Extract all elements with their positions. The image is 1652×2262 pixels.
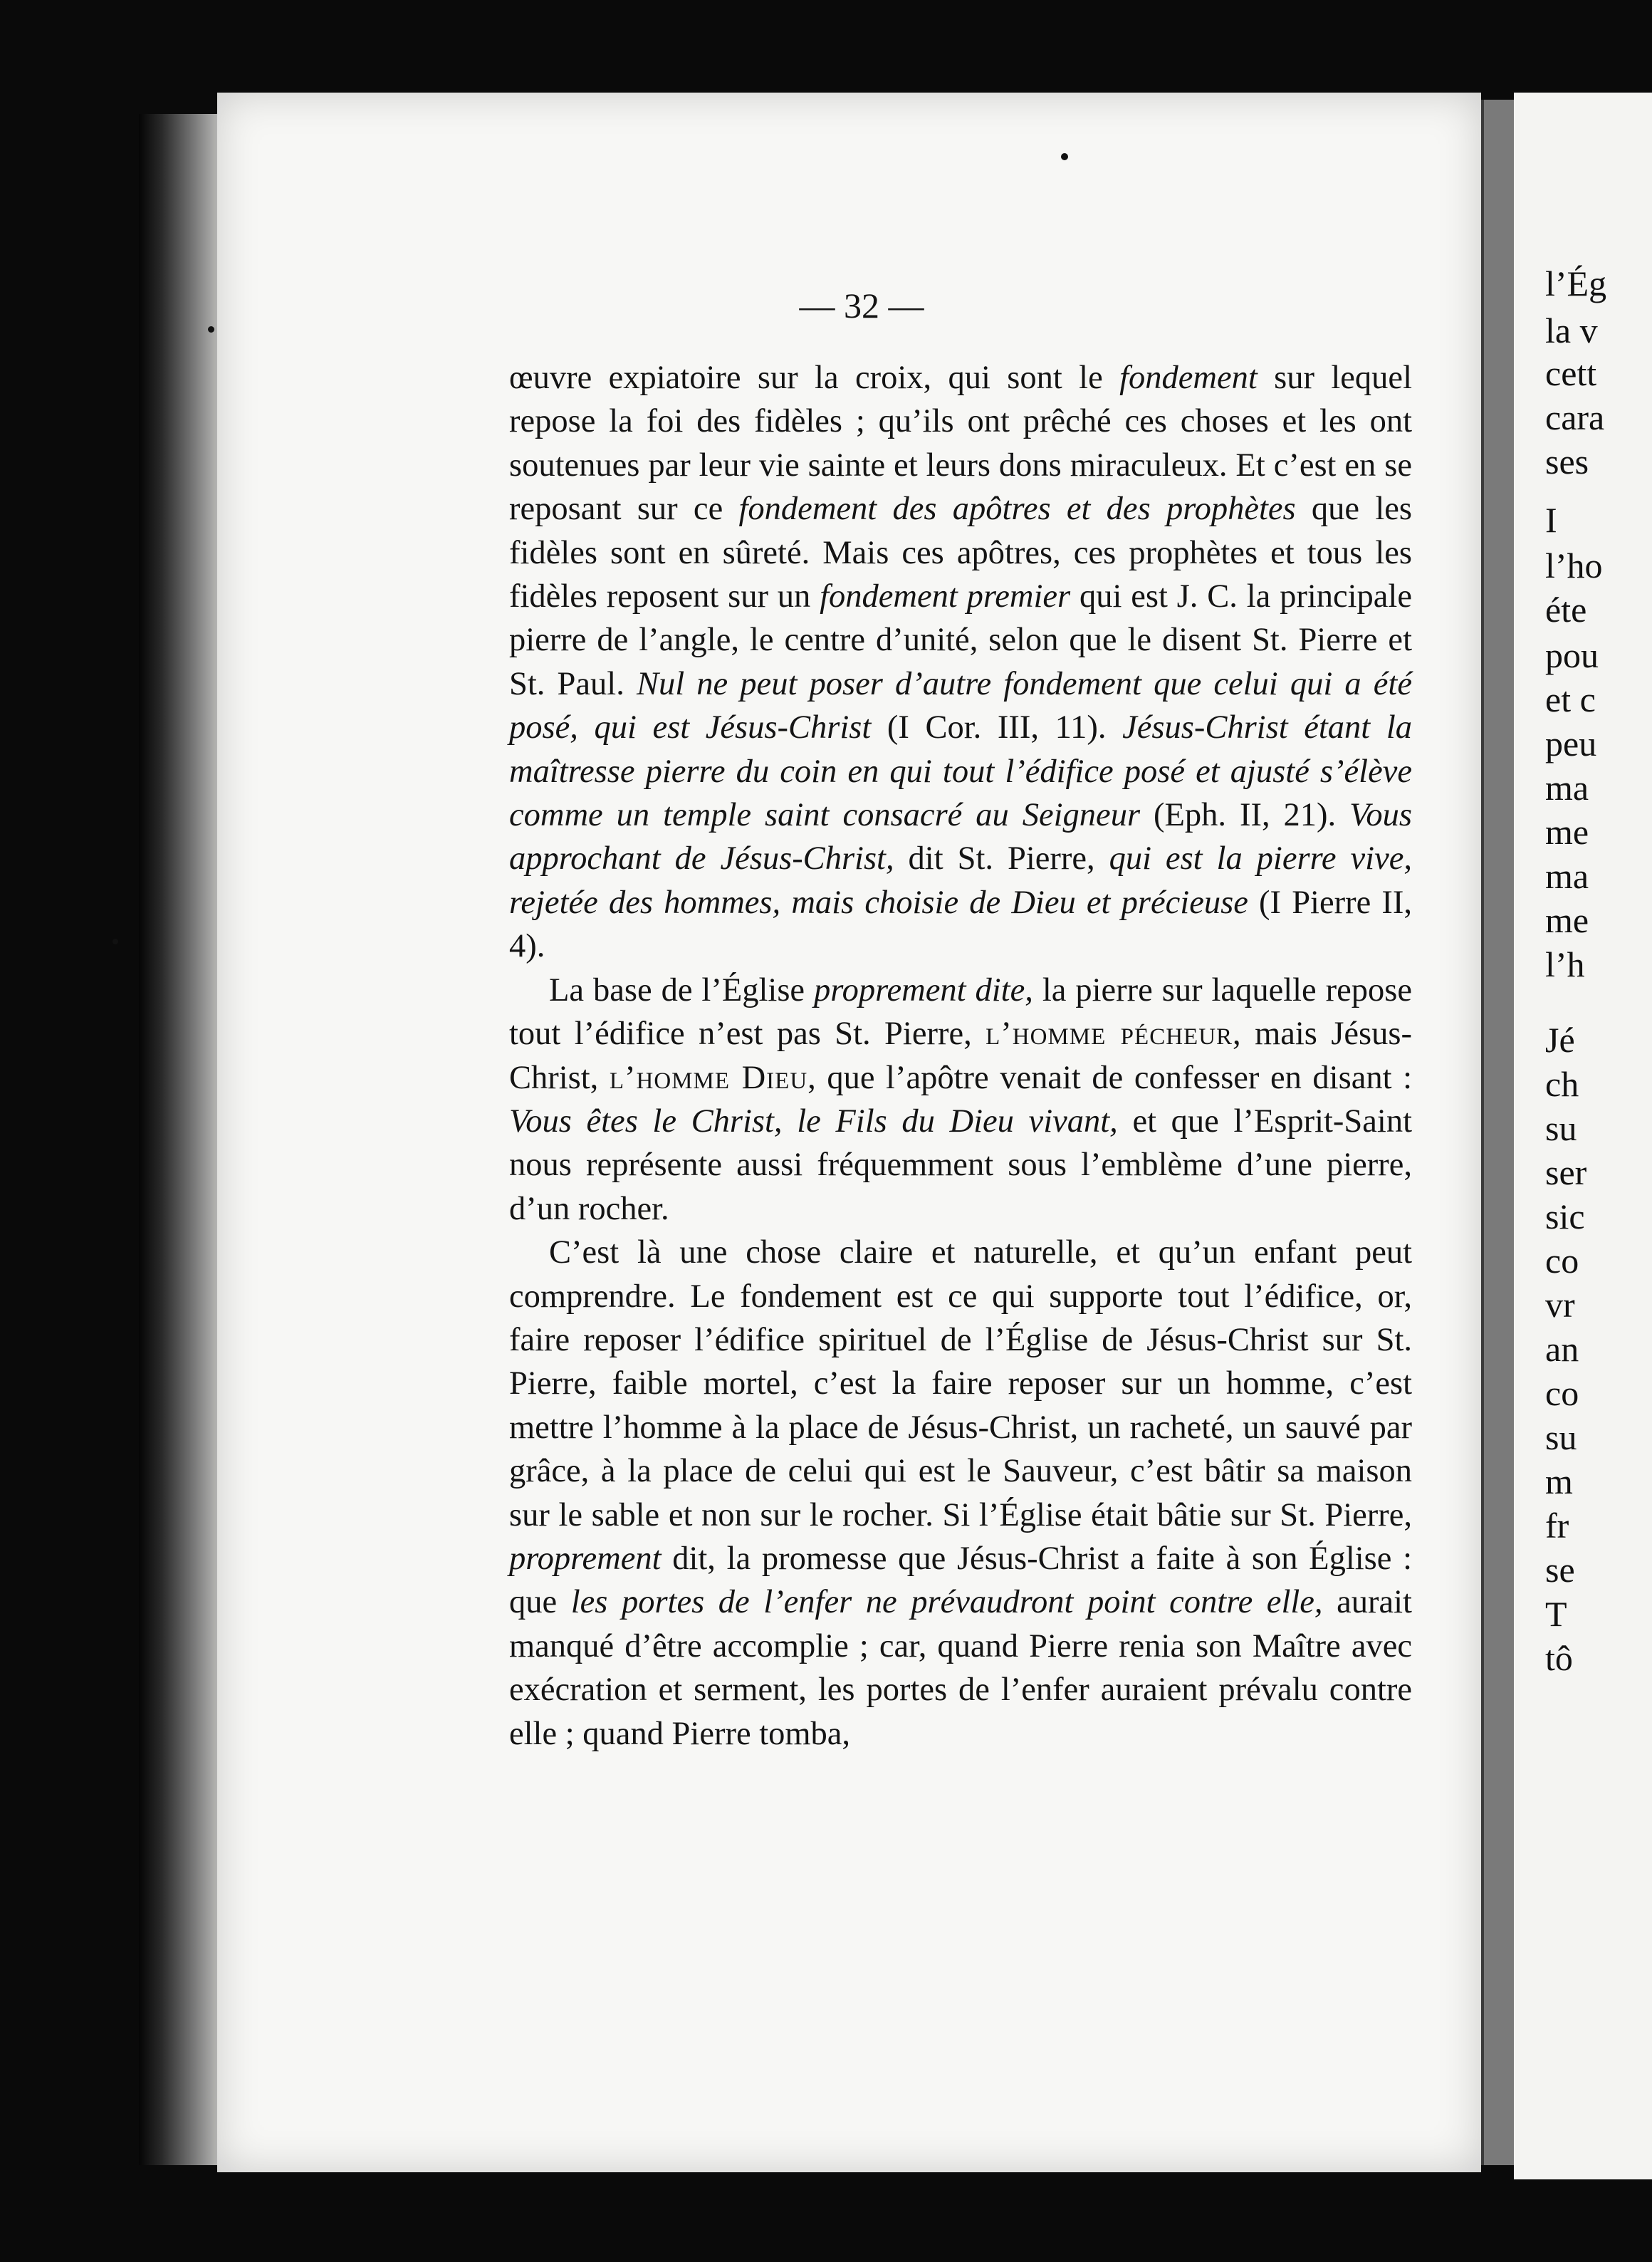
italic-text: qui est la pierre vive, rejetée des hommes, mais choisie de Dieu et précieuse — [509, 840, 1412, 921]
scan-speck — [208, 326, 214, 333]
italic-text: fondement — [1119, 360, 1258, 396]
text-run: , mais Jésus-Christ, — [509, 1016, 1412, 1096]
text-run: (I Pierre II, 4). — [509, 884, 1412, 965]
facing-page-line: ser — [1545, 1152, 1587, 1192]
small-caps-text: l’homme pécheur — [986, 1016, 1233, 1053]
facing-page-line: se — [1545, 1550, 1575, 1590]
italic-text: les portes de l’enfer ne prévaudront point contre elle, — [570, 1584, 1323, 1621]
italic-text: fondement premier — [820, 578, 1071, 615]
facing-page — [1514, 93, 1652, 2179]
page-number: — 32 — — [799, 286, 924, 325]
text-run: , que l’apôtre venait de confesser en disant : — [807, 1059, 1412, 1096]
facing-page-line: éte — [1545, 590, 1587, 630]
facing-page-line: ma — [1545, 856, 1589, 896]
facing-page-line: fr — [1545, 1506, 1569, 1546]
page-divider — [1481, 100, 1517, 2165]
facing-page-line: vr — [1545, 1285, 1575, 1325]
small-caps-text: l’homme Dieu — [609, 1059, 808, 1096]
facing-page-line: m — [1545, 1461, 1573, 1501]
facing-page-line: l’ho — [1545, 546, 1603, 585]
text-run: et que l’Esprit-Saint nous représente aussi fréquemment sous l’emblème d’une pierre, d’un rocher. — [509, 1103, 1412, 1227]
facing-page-line: an — [1545, 1329, 1579, 1369]
text-run: la pierre sur laquelle repose tout l’édifice n’est pas St. Pierre, — [509, 971, 1413, 1053]
text-run: (Eph. II, 21). — [1140, 797, 1350, 834]
facing-page-line: l’h — [1545, 944, 1585, 984]
facing-page-line: T — [1545, 1594, 1567, 1634]
italic-text: Nul ne peut poser d’autre fondement que celui qui a été posé, qui est Jésus-Christ — [509, 665, 1412, 746]
facing-page-line: cett — [1545, 353, 1597, 393]
text-run: C’est là une chose claire et naturelle, et qu’un enfant peut comprendre. Le fondement est ce qui supporte tout l’édifice, or, faire reposer l’édifice spirituel de l’Église de Jésus-Christ sur St. Pierre, faible mortel, c’est la faire reposer sur un homme, c’est mettre l’homme à la place de Jésus-Christ, un racheté, un sauvé par grâce, à la place de celui qui est le Sauveur, c’est bâtir sa maison sur le sable et non sur le rocher. Si l’Église était bâtie sur St. Pierre, — [509, 1234, 1412, 1533]
facing-page-line: su — [1545, 1108, 1577, 1148]
text-run: œuvre expiatoire sur la croix, qui sont le — [509, 360, 1120, 396]
facing-page-line: tô — [1545, 1638, 1573, 1678]
scan-speck — [113, 939, 118, 944]
facing-page-line: Jé — [1545, 1020, 1575, 1060]
text-run: La base de l’Église — [549, 971, 815, 1008]
text-run: dit St. Pierre, — [894, 840, 1109, 877]
text-run: que les fidèles sont en sûreté. Mais ces apôtres, ces prophètes et tous les fidèles reposent sur un — [509, 491, 1412, 615]
facing-page-line: su — [1545, 1417, 1577, 1457]
facing-page-line: I — [1545, 500, 1557, 540]
facing-page-line: me — [1545, 900, 1589, 940]
facing-page-line: sic — [1545, 1197, 1585, 1236]
facing-page-line: ma — [1545, 768, 1589, 808]
text-run: (I Cor. III, 11). — [871, 709, 1123, 746]
text-run: sur lequel repose la foi des fidèles ; qu’ils ont prêché ces choses et les ont soutenues par leur vie sainte et leurs dons miraculeux. Et c’est en se reposant sur ce — [509, 360, 1412, 528]
facing-page-line: co — [1545, 1241, 1579, 1281]
italic-text: Vous approchant de Jésus-Christ, — [509, 797, 1412, 877]
italic-text: Vous êtes le Christ, le Fils du Dieu vivant, — [509, 1103, 1118, 1140]
paragraph-p2 — [509, 969, 1412, 1231]
italic-text: fondement des apôtres et des prophètes — [738, 491, 1296, 528]
scan-speck — [1061, 153, 1068, 160]
text-run: qui est J. C. la principale pierre de l’angle, le centre d’unité, selon que le disent St. Pierre et St. Paul. — [509, 578, 1412, 702]
text-run: dit, la promesse que Jésus-Christ a faite à son Église : que — [509, 1540, 1412, 1621]
facing-page-line: peu — [1545, 724, 1597, 763]
facing-page-line: ch — [1545, 1064, 1579, 1104]
facing-page-line: ses — [1545, 442, 1589, 481]
body-text — [509, 356, 1412, 1756]
text-run: aurait manqué d’être accomplie ; car, quand Pierre renia son Maître avec exécration et serment, les portes de l’enfer auraient prévalu contre elle ; quand Pierre tomba, — [509, 1584, 1412, 1752]
facing-page-line: co — [1545, 1373, 1579, 1413]
italic-text: Jésus-Christ étant la maîtresse pierre du coin en qui tout l’édifice posé et ajusté s’élève comme un temple saint consacré au Seigneur — [509, 709, 1412, 834]
italic-text: proprement — [509, 1540, 662, 1577]
facing-page-line: me — [1545, 812, 1589, 852]
paragraph-p1 — [509, 356, 1412, 969]
paragraph-p3 — [509, 1231, 1412, 1756]
italic-text: proprement dite, — [814, 971, 1033, 1008]
facing-page-line: cara — [1545, 397, 1605, 437]
facing-page-line: l’Ég — [1545, 264, 1607, 303]
facing-page-line: la v — [1545, 311, 1598, 350]
facing-page-line: et c — [1545, 679, 1596, 719]
facing-page-line: pou — [1545, 635, 1599, 675]
